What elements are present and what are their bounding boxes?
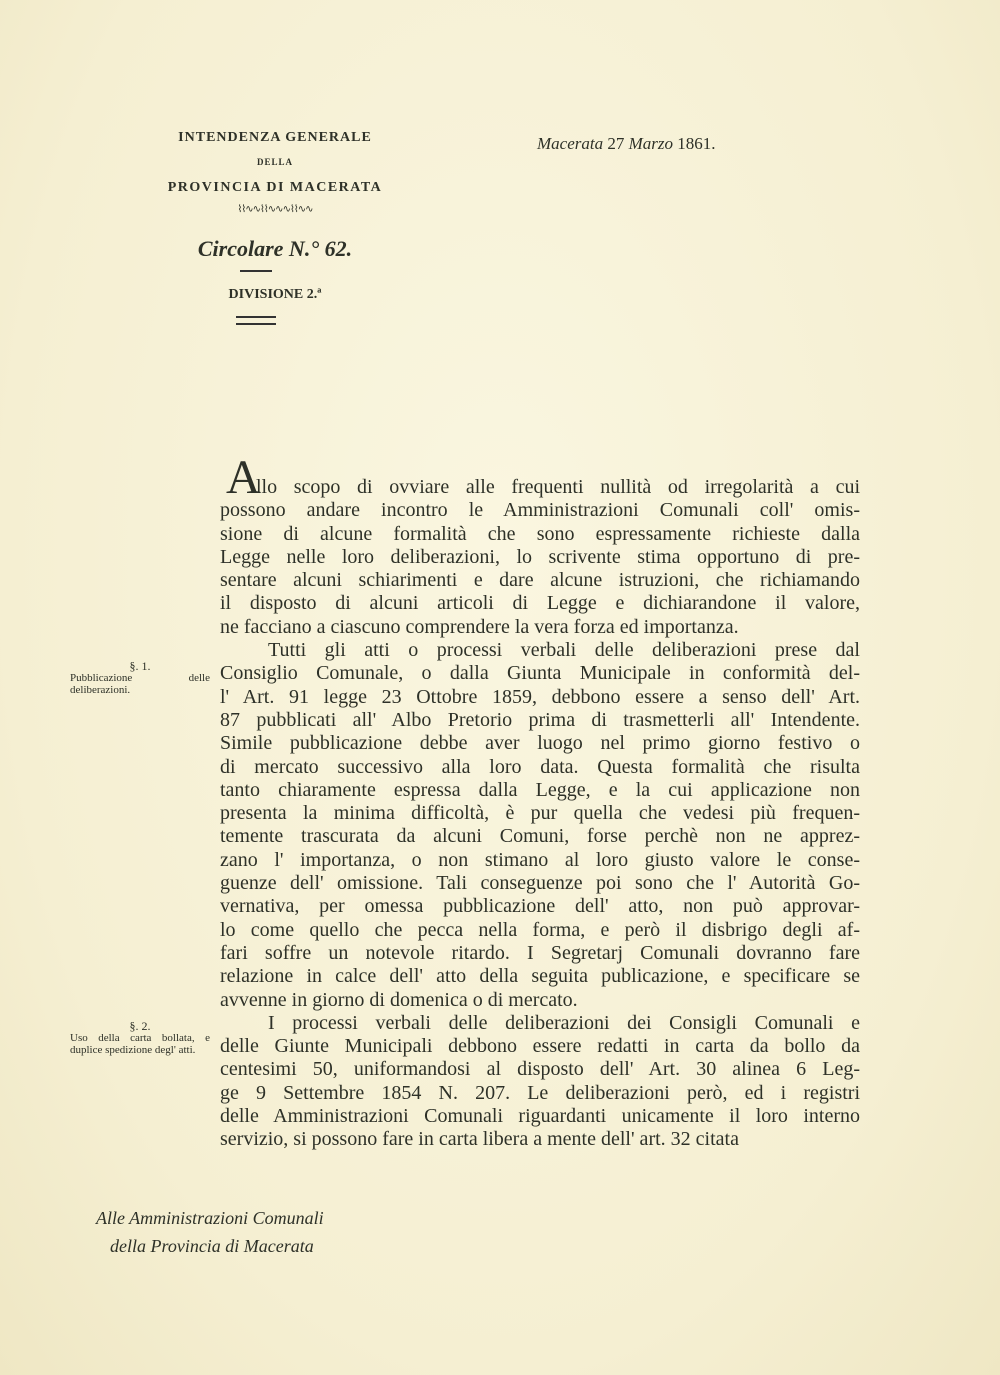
margin-note-2 [70, 1020, 210, 1056]
body-line [220, 1128, 860, 1151]
body-line-text: delle Giunte Municipali debbono essere redatti in carta da bollo da [220, 1035, 860, 1058]
body-line [220, 802, 860, 825]
body-line [220, 523, 860, 546]
body-text [220, 451, 860, 1152]
body-line [220, 919, 860, 942]
body-line [220, 1035, 860, 1058]
body-line [220, 499, 860, 522]
body-line [220, 849, 860, 872]
body-line [220, 732, 860, 755]
body-line-text: vernativa, per omessa pubblicazione dell' atto, non può approvar- [220, 895, 860, 918]
body-line-text: fari soffre un notevole ritardo. I Segretarj Comunali dovranno fare [220, 941, 860, 964]
body-line-text: lo come quello che pecca nella forma, e però il disbrigo degli af- [220, 918, 860, 941]
body-line-text: il disposto di alcuni articoli di Legge e dichiarandone il valore, [220, 592, 860, 615]
body-line [220, 709, 860, 732]
body-line-text: l' Art. 91 legge 23 Ottobre 1859, debbono essere a senso dell' Art. [220, 685, 860, 708]
header-line-3: PROVINCIA DI MACERATA [167, 180, 383, 195]
date-month: Marzo [628, 134, 673, 153]
body-line-text: Consiglio Comunale, o dalla Giunta Municipale in conformità del- [220, 662, 860, 685]
address-line-2: della Provincia di Macerata [110, 1236, 314, 1256]
division-label: DIVISIONE 2.ª [228, 287, 322, 302]
body-line-text: 87 pubblicati all' Albo Pretorio prima di trasmetterli all' Intendente. [220, 708, 860, 731]
body-line [220, 616, 860, 639]
date-year: 1861. [677, 134, 716, 153]
drop-cap: A [226, 451, 261, 504]
body-line-text: guenze dell' omissione. Tali conseguenze poi sono che l' Autorità Go- [220, 872, 860, 895]
date-day: 27 [607, 134, 625, 153]
body-line [220, 779, 860, 802]
body-line [220, 1012, 860, 1035]
body-line [220, 686, 860, 709]
body-line-text: Legge nelle loro deliberazioni, lo scrivente stima opportuno di pre- [220, 545, 860, 568]
body-line [220, 872, 860, 895]
body-line [220, 662, 860, 685]
body-line-text: di mercato successivo alla loro data. Questa formalità che risulta [220, 755, 860, 778]
address-line-1: Alle Amministrazioni Comunali [96, 1208, 324, 1228]
body-line [220, 825, 860, 848]
circular-number: Circolare N.° 62. [197, 236, 353, 261]
body-line-text: relazione in calce dell' atto della seguita publicazione, e specificare se [220, 965, 860, 988]
body-line-text: presenta la minima difficoltà, è pur quella che vedesi più frequen- [220, 802, 860, 825]
body-line-text: avvenne in giorno di domenica o di mercato. [220, 988, 578, 1011]
body-line [220, 451, 860, 504]
body-line [220, 895, 860, 918]
body-line-text: I processi verbali delle deliberazioni dei Consigli Comunali e [268, 1011, 860, 1034]
header-line-1: INTENDENZA GENERALE [178, 130, 372, 145]
margin-note-section: §. 1. [129, 659, 151, 673]
body-line [220, 989, 860, 1012]
body-line-text: centesimi 50, uniformandosi al disposto dell' Art. 30 alinea 6 Leg- [220, 1058, 860, 1081]
margin-note-text: Pubblicazione delle deliberazioni. [70, 672, 210, 696]
body-line [220, 1082, 860, 1105]
body-line-text: possono andare incontro le Amministrazioni Comunali coll' omis- [220, 499, 860, 522]
body-line-text: llo scopo di ovviare alle frequenti nullità od irregolarità a cui [256, 476, 860, 498]
body-line-text: sentare alcuni schiarimenti e dare alcune istruzioni, che richiamando [220, 569, 860, 592]
header-line-2: DELLA [256, 157, 293, 167]
body-line [220, 965, 860, 988]
double-rule [236, 316, 276, 325]
body-line-text: zano l' importanza, o non stimano al loro giusto valore le conse- [220, 848, 860, 871]
ornament-divider: ⌇⌇∿∿⌇⌇∿∿∿⌇⌇∿∿ [237, 204, 313, 215]
body-line [220, 1058, 860, 1081]
body-line [220, 942, 860, 965]
body-line [220, 1105, 860, 1128]
date-place: Macerata [537, 134, 604, 153]
body-line [220, 569, 860, 592]
margin-note-1 [70, 660, 210, 696]
margin-note-text: Uso della carta bollata, e duplice spedizione degl' atti. [70, 1032, 210, 1056]
body-line [220, 639, 860, 662]
body-line-text: servizio, si possono fare in carta libera a mente dell' art. 32 citata [220, 1128, 739, 1151]
body-line-text: delle Amministrazioni Comunali riguardanti unicamente il loro interno [220, 1105, 860, 1128]
body-line-text: Simile pubblicazione debbe aver luogo nel primo giorno festivo o [220, 732, 860, 755]
date-line [537, 134, 716, 154]
body-line-text: sione di alcune formalità che sono espressamente richieste dalla [220, 522, 860, 545]
body-line-text: temente trascurata da alcuni Comuni, forse perchè non ne apprez- [220, 825, 860, 848]
body-line-text: tanto chiaramente espressa dalla Legge, e la cui applicazione non [220, 778, 860, 801]
body-line [220, 592, 860, 615]
margin-note-section: §. 2. [129, 1019, 151, 1033]
body-line-text: ge 9 Settembre 1854 N. 207. Le deliberazioni però, ed i registri [220, 1081, 860, 1104]
body-line [220, 756, 860, 779]
divider-rule [240, 270, 272, 272]
body-line [220, 546, 860, 569]
body-line-text: ne facciano a ciascuno comprendere la vera forza ed importanza. [220, 615, 739, 638]
body-line-text: Tutti gli atti o processi verbali delle deliberazioni prese dal [268, 639, 860, 662]
